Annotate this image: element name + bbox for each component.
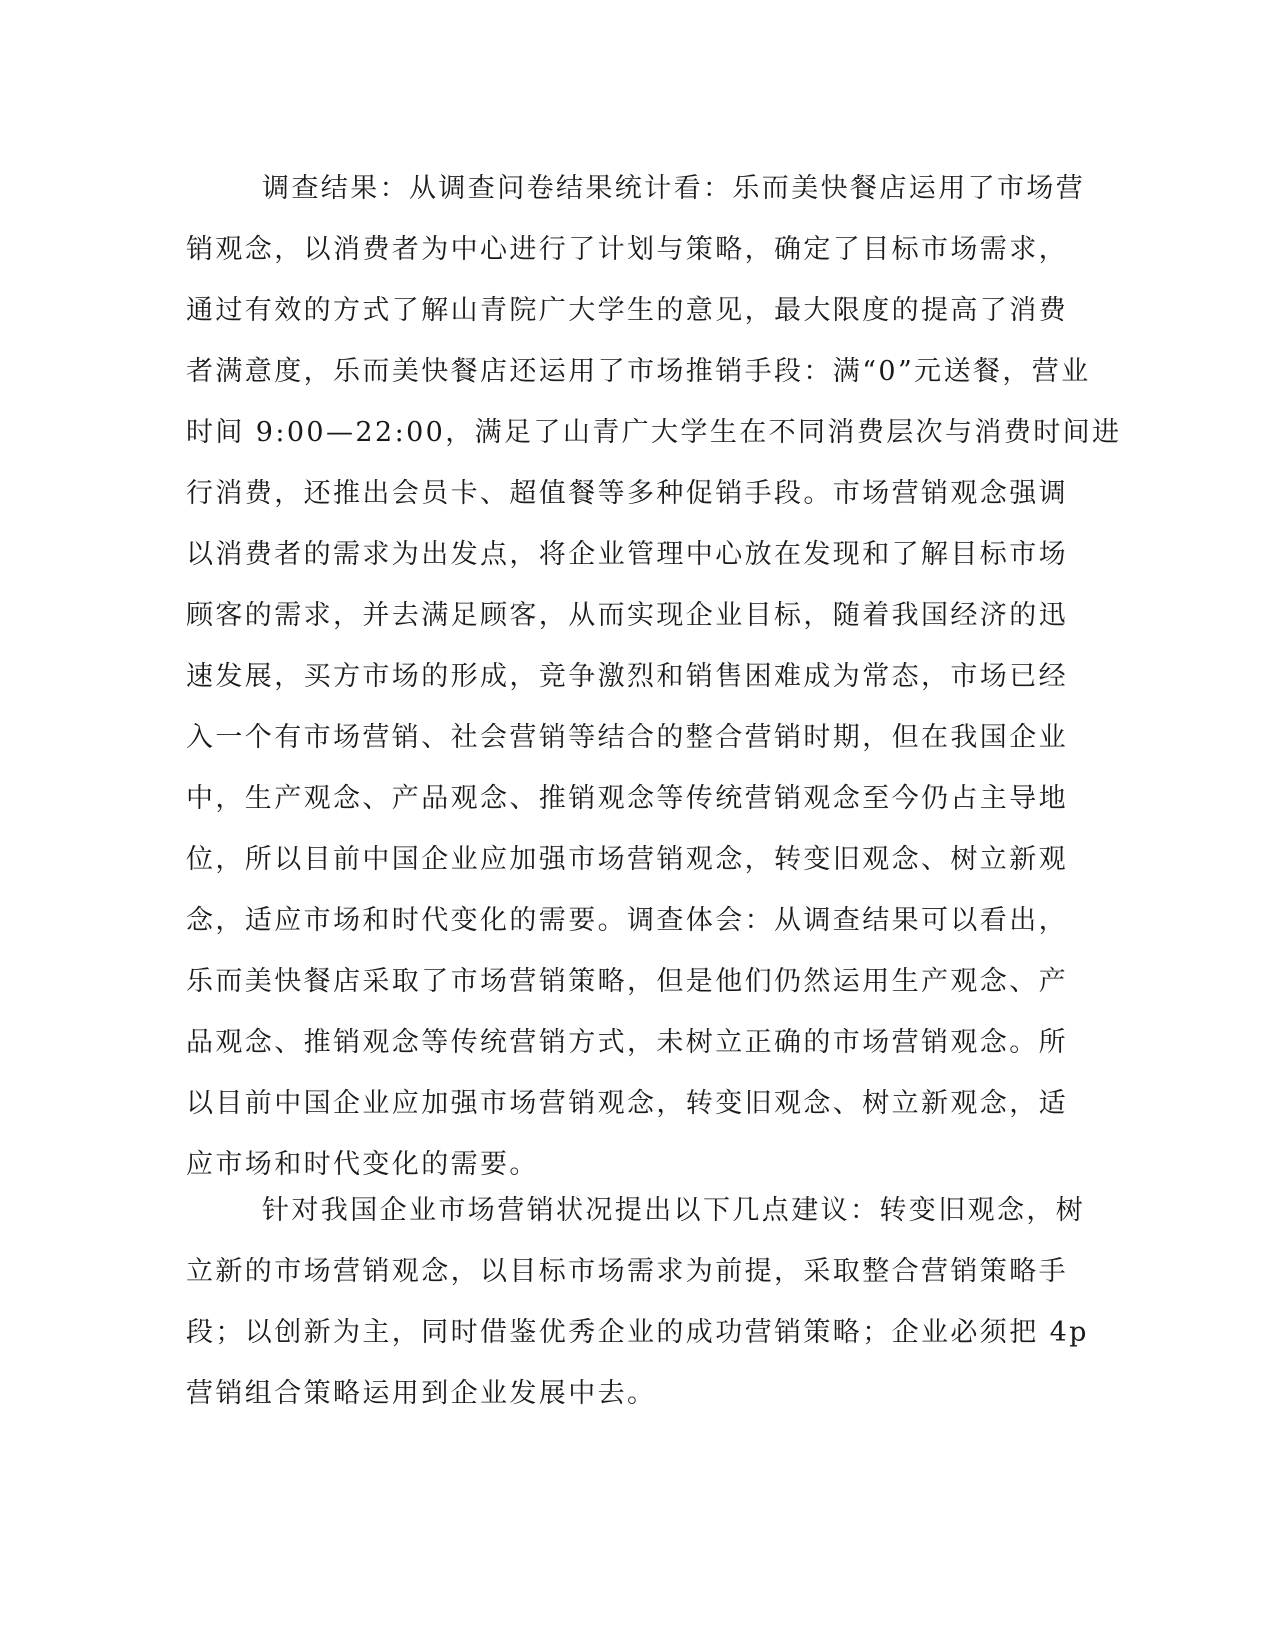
paragraph-line: 应市场和时代变化的需要。: [186, 1149, 539, 1180]
paragraph-line: 念，适应市场和时代变化的需要。调查体会：从调查结果可以看出，: [186, 905, 1068, 936]
paragraph-line: 营销组合策略运用到企业发展中去。: [186, 1378, 657, 1409]
paragraph-line: 品观念、推销观念等传统营销方式，未树立正确的市场营销观念。所: [186, 1027, 1068, 1058]
paragraph-line: 中，生产观念、产品观念、推销观念等传统营销观念至今仍占主导地: [186, 783, 1068, 814]
paragraph-line: 顾客的需求，并去满足顾客，从而实现企业目标，随着我国经济的迅: [186, 600, 1068, 631]
paragraph-line: 销观念，以消费者为中心进行了计划与策略，确定了目标市场需求，: [186, 234, 1068, 265]
paragraph-line: 乐而美快餐店采取了市场营销策略，但是他们仍然运用生产观念、产: [186, 966, 1068, 997]
paragraph-line: 行消费，还推出会员卡、超值餐等多种促销手段。市场营销观念强调: [186, 478, 1068, 509]
paragraph-line: 位，所以目前中国企业应加强市场营销观念，转变旧观念、树立新观: [186, 844, 1068, 875]
paragraph-line: 立新的市场营销观念，以目标市场需求为前提，采取整合营销策略手: [186, 1256, 1068, 1287]
paragraph-line: 调查结果：从调查问卷结果统计看：乐而美快餐店运用了市场营: [262, 173, 1086, 204]
paragraph-line: 段；以创新为主，同时借鉴优秀企业的成功营销策略；企业必须把 4p: [186, 1317, 1089, 1348]
paragraph-recommendations: [186, 1180, 1089, 1424]
paragraph-line: 以目前中国企业应加强市场营销观念，转变旧观念、树立新观念，适: [186, 1088, 1068, 1119]
paragraph-line: 入一个有市场营销、社会营销等结合的整合营销时期，但在我国企业: [186, 722, 1068, 753]
paragraph-line: 以消费者的需求为出发点，将企业管理中心放在发现和了解目标市场: [186, 539, 1068, 570]
paragraph-line: 速发展，买方市场的形成，竞争激烈和销售困难成为常态，市场已经: [186, 661, 1068, 692]
paragraph-line: 通过有效的方式了解山青院广大学生的意见，最大限度的提高了消费: [186, 295, 1068, 326]
paragraph-line: 针对我国企业市场营销状况提出以下几点建议：转变旧观念，树: [262, 1195, 1086, 1226]
paragraph-line: 者满意度，乐而美快餐店还运用了市场推销手段：满“0”元送餐，营业: [186, 356, 1091, 387]
paragraph-line: 时间 9:00—22:00，满足了山青广大学生在不同消费层次与消费时间进: [186, 417, 1122, 448]
paragraph-survey-results: [186, 158, 1122, 1195]
